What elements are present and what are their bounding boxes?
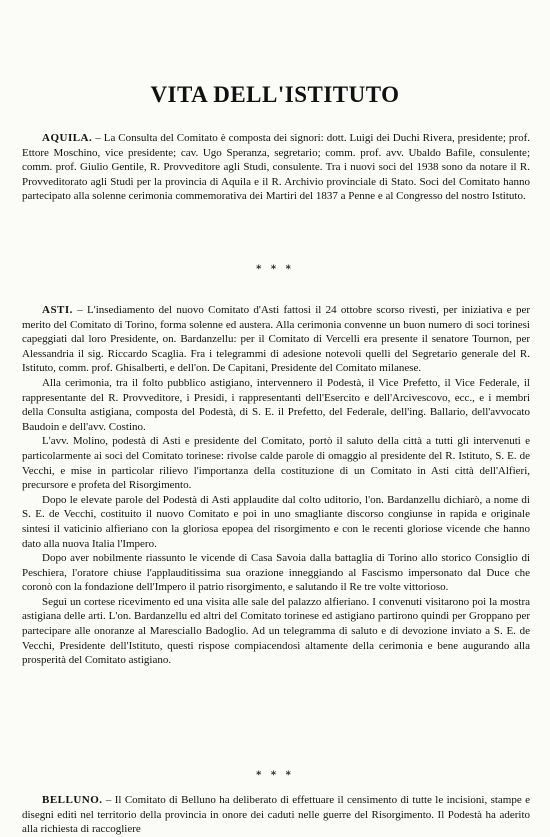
section-separator: * * * <box>256 770 294 781</box>
section-heading: BELLUNO. <box>42 794 103 806</box>
paragraph-text: – L'insediamento del nuovo Comitato d'Asti fattosi il 24 ottobre scorso rivestì, per iniziativa e per merito del Comitato di Torino, forma solenne ed austera. Alla cerimonia convenne un buon numero di soci torinesi capeggiati dal loro Presidente, on. Bardanzellu: per il Comitato di Vercelli era presente il senatore Tournon, per Alessandria il sig. Riccardo Scaglia. Fra i telegrammi di adesione notevoli quelli del Segretario generale del R. Istituto, comm. prof. Ghisalberti, e dell'on. De Capitani, Presidente del Comitato milanese. <box>22 304 530 375</box>
paragraph-text: – La Consulta del Comitato è composta dei signori: dott. Luigi dei Duchi Rivera, presidente; prof. Ettore Moschino, vice presidente; cav. Ugo Speranza, segretario; comm. prof. avv. Ubaldo Bafile, consulente; comm. prof. Giulio Gentile, R. Provveditore agli Studi, consulente. Tra i nuovi soci del 1938 sono da notare il R. Provveditorato agli Studi per la provincia di Aquila e il R. Archivio provinciale di Stato. Soci del Comitato hanno partecipato alla solenne cerimonia commemorativa dei Martiri del 1837 a Penne e al Congresso del nostro Istituto. <box>22 132 530 203</box>
section-asti <box>22 303 530 668</box>
paragraph: Seguì un cortese ricevimento ed una visita alle sale del palazzo alfieriano. I convenuti visitarono poi la mostra astigiana delle arti. L'on. Bardanzellu ed altri del Comitato torinese ed astigiano partirono quindi per Groppano per partecipare alle onoranze al Maresciallo Badoglio. Ad un telegramma di saluto e di devozione inviato a S. E. de Vecchi, Presidente dell'Istituto, questi rispose compiacendosi altamente della cerimonia e bene augurando alla prosperità del Comitato astigiano. <box>22 595 530 667</box>
paragraph <box>22 303 530 376</box>
section-aquila <box>22 131 530 204</box>
paragraph: L'avv. Molino, podestà di Asti e presidente del Comitato, portò il saluto della città a tutti gli intervenuti e particolarmente ai soci del Comitato torinese: rivolse calde parole di omaggio al presidente del R. Istituto, S. E. de Vecchi, e mise in particolar rilievo l'importanza della costituzione di un Comitato in Asti città dell'Alfieri, precursore e profeta del Risorgimento. <box>22 435 530 492</box>
paragraph <box>22 131 530 204</box>
paragraph: Dopo aver nobilmente riassunto le vicende di Casa Savoia dalla battaglia di Torino allo storico Consiglio di Peschiera, l'oratore chiuse l'applauditissima sua orazione inneggiando al Fascismo impersonato dal Duce che coronò con la fondazione dell'Impero il patrio risorgimento, e salutando il Re tre volte vittorioso. <box>22 552 530 594</box>
paragraph-text: – Il Comitato di Belluno ha deliberato di effettuare il censimento di tutte le incisioni, stampe e disegni editi nel territorio della provincia in onore dei caduti nelle guerre del Risorgimento. Il Podestà ha aderito alla richiesta di raccogliere <box>22 794 530 836</box>
page-title: VITA DELL'ISTITUTO <box>150 82 400 107</box>
section-separator: * * * <box>256 264 294 275</box>
section-heading: AQUILA. <box>42 132 93 144</box>
paragraph: Alla cerimonia, tra il folto pubblico astigiano, intervennero il Podestà, il Vice Prefetto, il Vice Federale, il rappresentante del R. Provveditore, i Presidi, i rappresentanti dell'Esercito e dell'Arcivescovo, ecc., e i membri della Consulta astigiana, composta del Podestà, di S. E. il Prefetto, del Federale, dell'ing. Ballario, dell'avvocato Baudoin e dell'avv. Costino. <box>22 376 530 433</box>
section-heading: ASTI. <box>42 304 73 316</box>
paragraph <box>22 793 530 837</box>
section-belluno <box>22 793 530 837</box>
paragraph: Dopo le elevate parole del Podestà di Asti applaudite dal colto uditorio, l'on. Bardanzellu dichiarò, a nome di S. E. de Vecchi, costituito il nuovo Comitato e poi in uno smagliante discorso congiunse in rapida e originale sintesi il vaticinio alfieriano con la gloriosa epopea del risorgimento e con le recenti gloriose vicende che hanno dato alla nuova Italia l'Impero. <box>22 493 530 550</box>
